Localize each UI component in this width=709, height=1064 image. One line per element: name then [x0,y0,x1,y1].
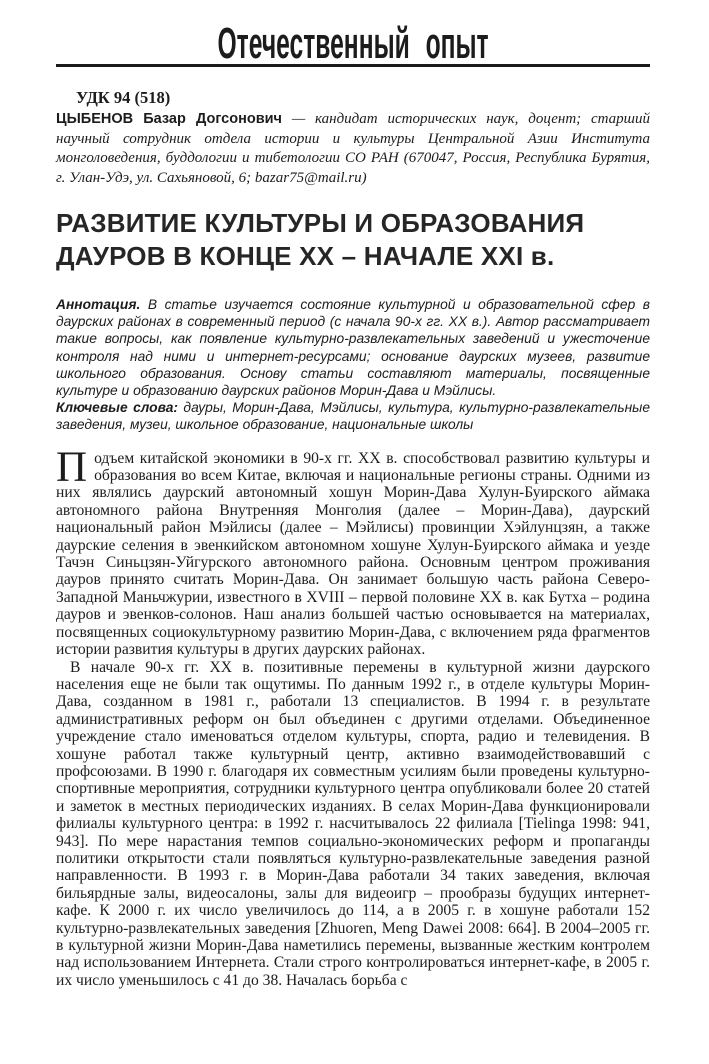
author-affiliation: — кандидат исторических наук, доцент; старший научный сотрудник отдела истории и культуры Центральной Азии Института монголоведения, буддологии и тибетологии СО РАН (670047, Россия, Республика Бурятия, г. Улан-Удэ, ул. Сахьяновой, 6; bazar75@mail.ru) [56,111,650,186]
section-header [56,0,650,67]
author-name: ЦЫБЕНОВ Базар Догсонович [56,111,282,127]
abstract-text: В статье изучается состояние культурной и образовательной сфер в даурских районах в современный период (с начала 90-х гг. XX в.). Автор рассматривает такие вопросы, как появление культурно-развлекательных заведений и ужесточение контроля над ними и интернет-ресурсами; основание даурских музеев, развитие школьного образования. Основу статьи составляют материалы, посвященные культуре и образованию даурских районов Морин-Дава и Мэйлисы. [56,297,650,399]
article-body [56,443,650,990]
page-column [56,0,650,989]
paragraph-1 [56,443,650,659]
author-block [56,110,650,188]
udk-code: УДК 94 (518) [76,88,171,107]
abstract-label: Аннотация. [56,297,141,312]
abstract-keywords-block [56,296,650,434]
paragraph-2: В начале 90-х гг. XX в. позитивные перемены в культурной жизни даурского населения еще не были так ощутимы. По данным 1992 г., в отделе культуры Морин-Дава, созданном в 1981 г., работали 13 специалистов. В 1994 г. в результате административных реформ он был объединен с другими отделами. Объединенное учреждение стало именоваться отделом культуры, спорта, радио и телевидения. В хошуне работал также культурный центр, активно взаимодействовавший с профсоюзами. В 1990 г. благодаря их совместным усилиям были проведены культурно-спортивные мероприятия, сотрудники культурного центра опубликовали более 20 статей и заметок в местных периодических изданиях. В селах Морин-Дава функционировали филиалы культурного центра: в 1992 г. насчитывалось 22 филиала [Tielinga 1998: 941, 943]. По мере нарастания темпов социально-экономических реформ и пропаганды политики открытости стали появляться культурно-развлекательные заведения разной направленности. В 1993 г. в Морин-Дава работали 34 таких заведения, включая бильярдные залы, видеосалоны, залы для видеоигр – прообразы будущих интернет-кафе. К 2000 г. их число увеличилось до 114, а в 2005 г. в хошуне работали 152 культурно-развлекательных заведения [Zhuoren, Meng Dawei 2008: 664]. В 2004–2005 гг. в культурной жизни Морин-Дава наметились перемены, вызванные жестким контролем над использованием Интернета. Стали строго контролироваться интернет-кафе, в 2005 г. их число уменьшилось с 41 до 38. Началась борьба с [56,658,650,989]
title-line-2: ДАУРОВ В КОНЦЕ XX – НАЧАЛЕ XXI в. [56,241,555,271]
keywords [56,399,650,433]
article-title [56,207,650,273]
keywords-text: дауры, Морин-Дава, Мэйлисы, культура, культурно-развлекательные заведения, музеи, школьное образование, национальные школы [56,400,651,433]
abstract [56,296,650,399]
title-line-1: РАЗВИТИЕ КУЛЬТУРЫ И ОБРАЗОВАНИЯ [56,208,585,238]
section-title: Отечественный опыт [217,19,489,68]
keywords-label: Ключевые слова: [56,400,178,416]
drop-cap: П [56,443,88,491]
paragraph-1-text: одъем китайской экономики в 90-х гг. XX в. способствовал развитию культуры и образования во всем Китае, включая и национальные регионы страны. Одними из них являлись даурский автономный хошун Морин-Дава Хулун-Буирского аймака автономного района Внутренняя Монголия (далее – Морин-Дава), даурский национальный район Мэйлисы (далее – Мэйлисы) провинции Хэйлунцзян, а также даурские селения в эвенкийском автономном хошуне Хулун-Буирского аймака и уезде Тачэн Синьцзян-Уйгурского автономного района. Основным центром проживания дауров принято считать Морин-Дава. Он занимает большую часть района Северо-Западной Маньчжурии, известного в XVIII – первой половине XX в. как Бутха – родина дауров и эвенков-солонов. Наш анализ большей частью основывается на материалах, посвященных социокультурному развитию Морин-Дава, с включением ряда фрагментов истории развития культуры в других даурских районах. [56,449,650,659]
